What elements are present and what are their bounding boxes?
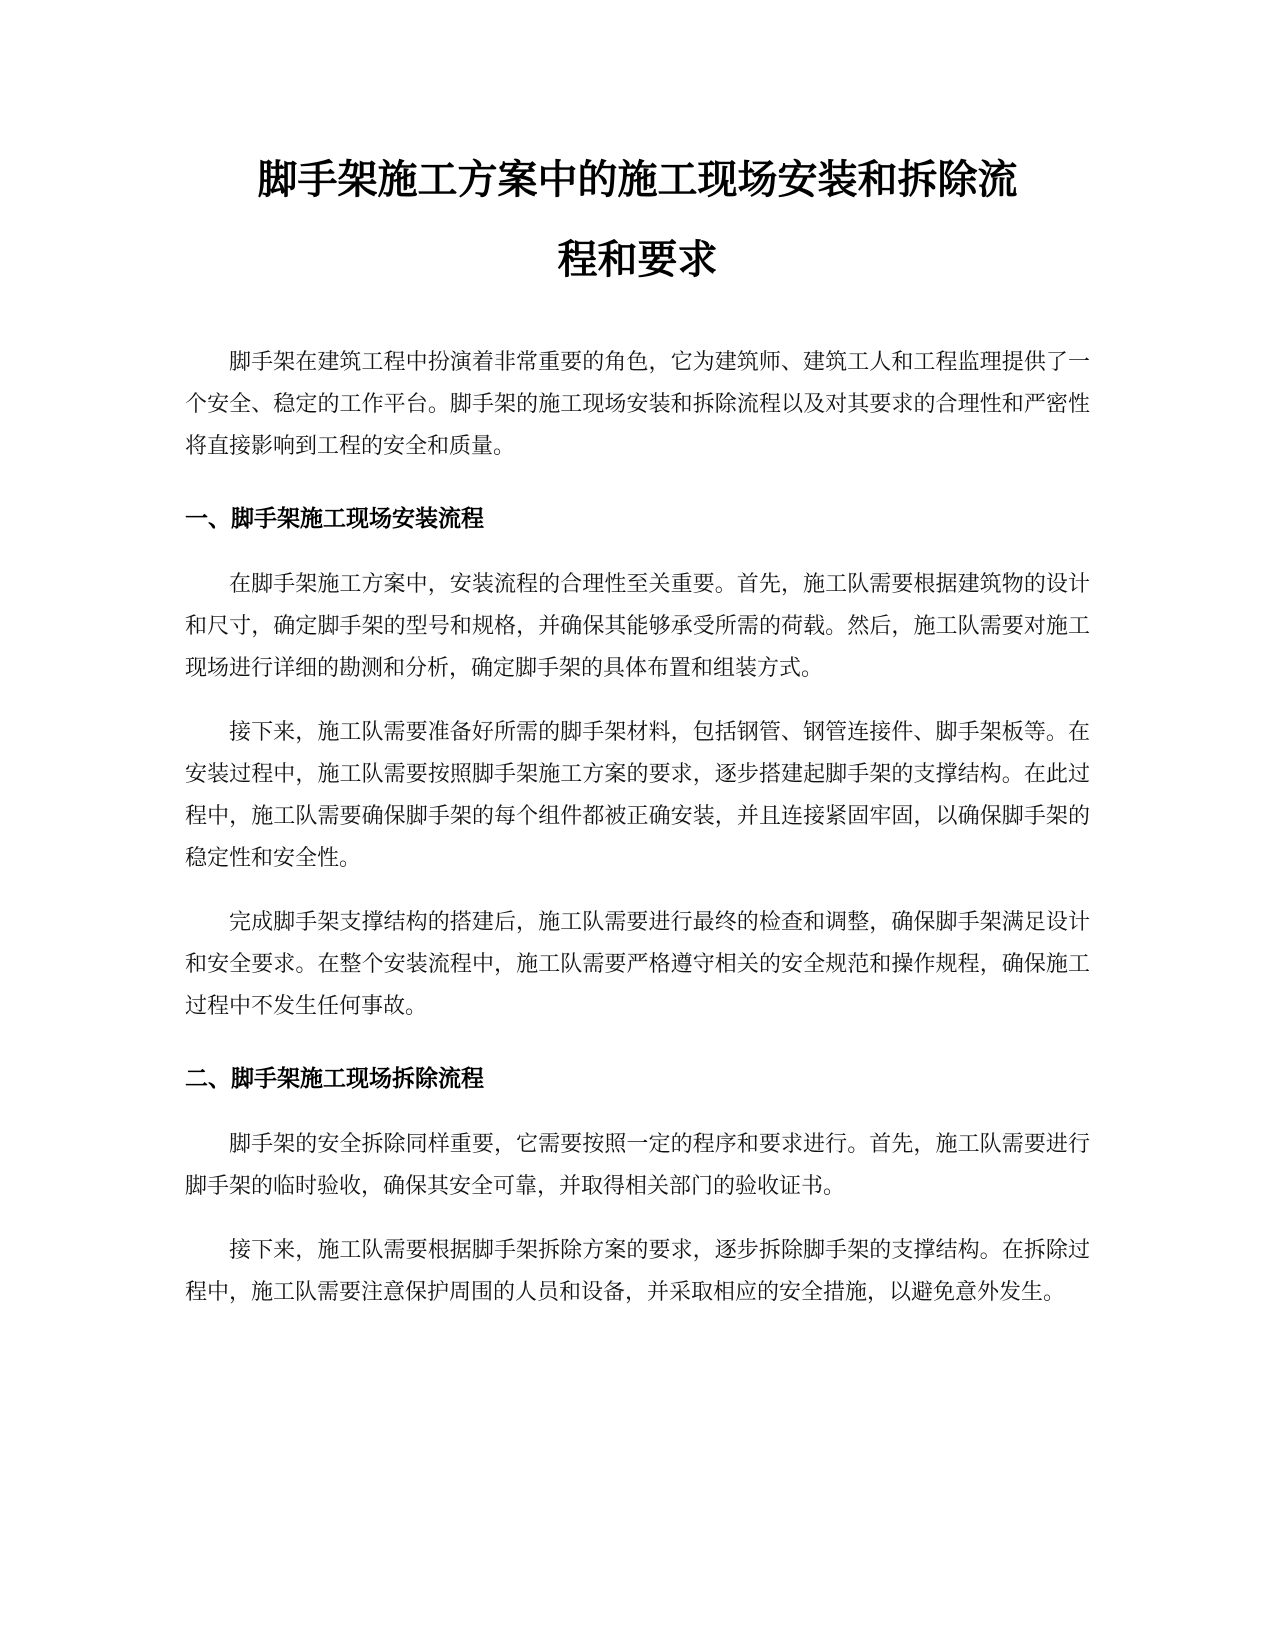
body-paragraph: 接下来，施工队需要准备好所需的脚手架材料，包括钢管、钢管连接件、脚手架板等。在安装过程中，施工队需要按照脚手架施工方案的要求，逐步搭建起脚手架的支撑结构。在此过程中，施工队需要确保脚手架的每个组件都被正确安装，并且连接紧固牢固，以确保脚手架的稳定性和安全性。: [185, 720, 1090, 871]
body-paragraph: 接下来，施工队需要根据脚手架拆除方案的要求，逐步拆除脚手架的支撑结构。在拆除过程中，施工队需要注意保护周围的人员和设备，并采取相应的安全措施，以避免意外发生。: [185, 1238, 1090, 1305]
section-removal: [185, 1058, 1090, 1314]
document-title: [185, 140, 1090, 300]
section-heading: 一、脚手架施工现场安装流程: [185, 506, 484, 532]
section-installation: [185, 498, 1090, 1028]
document-title-line-2: 程和要求: [557, 237, 718, 283]
body-paragraph: 脚手架的安全拆除同样重要，它需要按照一定的程序和要求进行。首先，施工队需要进行脚手架的临时验收，确保其安全可靠，并取得相关部门的验收证书。: [185, 1132, 1090, 1199]
section-heading: 二、脚手架施工现场拆除流程: [185, 1066, 484, 1092]
document-title-line-1: 脚手架施工方案中的施工现场安装和拆除流: [257, 157, 1018, 203]
body-paragraph: 在脚手架施工方案中，安装流程的合理性至关重要。首先，施工队需要根据建筑物的设计和尺寸，确定脚手架的型号和规格，并确保其能够承受所需的荷载。然后，施工队需要对施工现场进行详细的勘测和分析，确定脚手架的具体布置和组装方式。: [185, 572, 1090, 681]
intro-paragraph: 脚手架在建筑工程中扮演着非常重要的角色，它为建筑师、建筑工人和工程监理提供了一个安全、稳定的工作平台。脚手架的施工现场安装和拆除流程以及对其要求的合理性和严密性将直接影响到工程的安全和质量。: [185, 350, 1090, 459]
body-paragraph: 完成脚手架支撑结构的搭建后，施工队需要进行最终的检查和调整，确保脚手架满足设计和安全要求。在整个安装流程中，施工队需要严格遵守相关的安全规范和操作规程，确保施工过程中不发生任何事故。: [185, 910, 1090, 1019]
